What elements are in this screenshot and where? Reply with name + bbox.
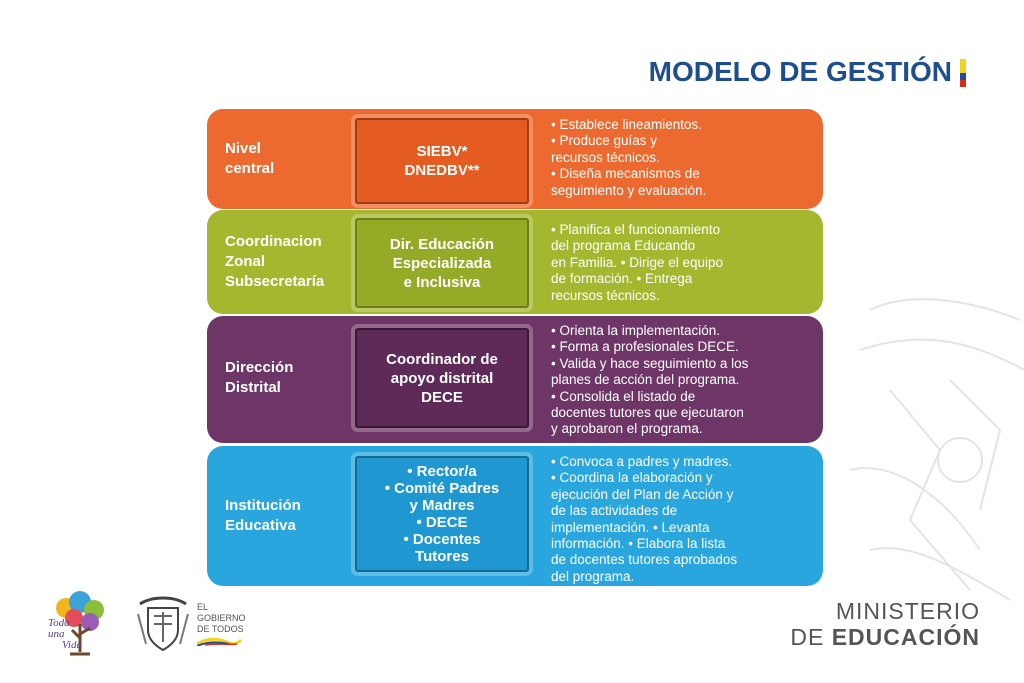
level-row-institucion [207,446,823,586]
page-title: MODELO DE GESTIÓN [648,56,952,87]
level-label: Coordinacion Zonal Subsecretaría [225,233,325,290]
footer-logos [44,590,254,660]
tricolor-ribbon-icon [197,638,241,646]
responsibilities-list: • Establece lineamientos. • Produce guías y recursos técnicos. • Diseña mecanismos de seguimiento y evaluación. [551,117,707,198]
entity-box: • Rector/a • Comité Padres y Madres • DECE • Docentes Tutores [355,456,529,572]
entity-box: SIEBV* DNEDBV** [355,118,529,204]
level-label: Dirección Distrital [225,359,294,396]
toda-una-vida-text: Toda una Vida [48,617,82,651]
level-label: Nivel central [225,140,275,177]
ministry-line1: MINISTERIO [835,598,980,624]
level-row-distrital [207,316,823,443]
flag-icon [960,59,966,87]
ministry-logo [770,598,980,650]
coat-of-arms-icon [136,594,190,654]
entity-box: Dir. Educación Especializada e Inclusiva [355,218,529,308]
responsibilities-list: • Orienta la implementación. • Forma a profesionales DECE. • Valida y hace seguimiento a los planes de acción del programa. • Consolida el listado de docentes tutores que ejecutaron y aprobaron el programa. [551,323,749,437]
level-row-central [207,109,823,209]
level-label: Institución Educativa [225,497,301,534]
responsibilities-list: • Convoca a padres y madres. • Coordina la elaboración y ejecución del Plan de Acción y de las actividades de implementación. • Levanta información. • Elabora la lista de docentes tutores aprobados del programa. [551,454,738,584]
responsibilities-list: • Planifica el funcionamiento del programa Educando en Familia. • Dirige el equipo de formación. • Entrega recursos técnicos. [551,222,724,303]
level-row-zonal [207,210,823,314]
heritage-illustration [850,290,1024,610]
entity-box: Coordinador de apoyo distrital DECE [355,328,529,428]
ministry-line2: DE EDUCACIÓN [790,624,980,650]
gobierno-text: EL GOBIERNO DE TODOS [197,602,246,634]
